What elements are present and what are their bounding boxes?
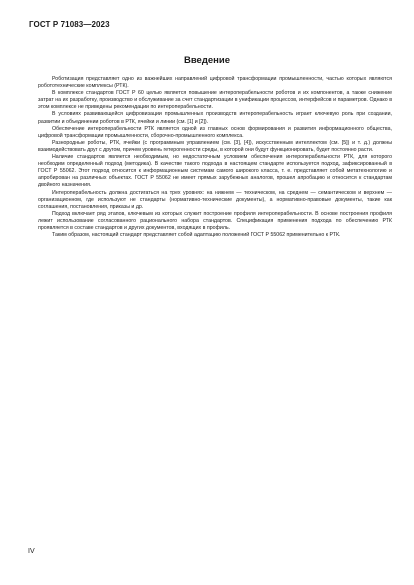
- paragraph: Разнородные роботы, РТК, ячейки (с программным управлением (см. [3], [4]), искусственным интеллектом (см. [5]) и т. д.) должны взаимодействовать друг с другом, причем уровень гетерогенности среды, в которой они будут функционировать, будет постоянно расти.: [38, 139, 392, 153]
- body-text: [38, 76, 392, 239]
- paragraph: В комплексе стандартов ГОСТ Р 60 целью является повышение интероперабельности роботов и их компонентов, а также снижение затрат на их разработку, производство и обслуживание за счет стандартизации в унификации процессов, интерфейсов и параметров. Однако в этом комплексе не приведены рекомендации по интероперабельности.: [38, 90, 392, 111]
- document-code: ГОСТ Р 71083—2023: [29, 20, 110, 29]
- paragraph: В условиях развивающейся цифровизации промышленных производств интероперабельность играет ключевую роль при создании, развитии и объединении роботов в РТК, ячейки и линии (см. [1] и [2]).: [38, 111, 392, 125]
- paragraph: Таким образом, настоящий стандарт представляет собой адаптацию положений ГОСТ Р 55062 применительно к РТК.: [52, 232, 341, 239]
- paragraph: Подход включает ряд этапов, ключевым из которых служит построение профиля интероперабельности. В основе построения профиля лежит использование согласованного рационального набора стандартов. Спецификация применения подхода по обеспечению РТК проявляется в составе стандартов и других документов, входящих в профиль.: [38, 210, 392, 231]
- paragraph: Интероперабельность должна достигаться на трех уровнях: на нижнем — техническом, на среднем — семантическом и верхнем — организационном, где используют не стандарты (нормативно-технические документы), а нормативно-правовые документы, такие как соглашения, постановления, приказы и др.: [38, 189, 392, 210]
- paragraph: Роботизация представляет одно из важнейших направлений цифровой трансформации промышленности, частью которых являются робототехнические комплексы (РТК).: [38, 76, 392, 90]
- paragraph: Наличие стандартов является необходимым, но недостаточным условием обеспечения интероперабельности РТК, для которого необходим определенный подход (методика). В качестве такого подхода в настоящем стандарте используется подход, зафиксированный в ГОСТ Р 55062. Этот подход относится к информационным системам самого широкого класса, т. е. представляет собой метатехнологию и апробирован на различных объектах. ГОСТ Р 55062 не имеет прямых зарубежных аналогов, прошел апробацию и относится к стандартам двойного назначения.: [38, 154, 392, 189]
- page-number: IV: [28, 548, 35, 555]
- section-title: Введение: [183, 55, 231, 66]
- paragraph: Обеспечение интероперабельности РТК является одной из главных основ формирования и развития информационного общества, цифровой трансформации промышленности, сборочно-промышленного комплекса.: [38, 125, 392, 139]
